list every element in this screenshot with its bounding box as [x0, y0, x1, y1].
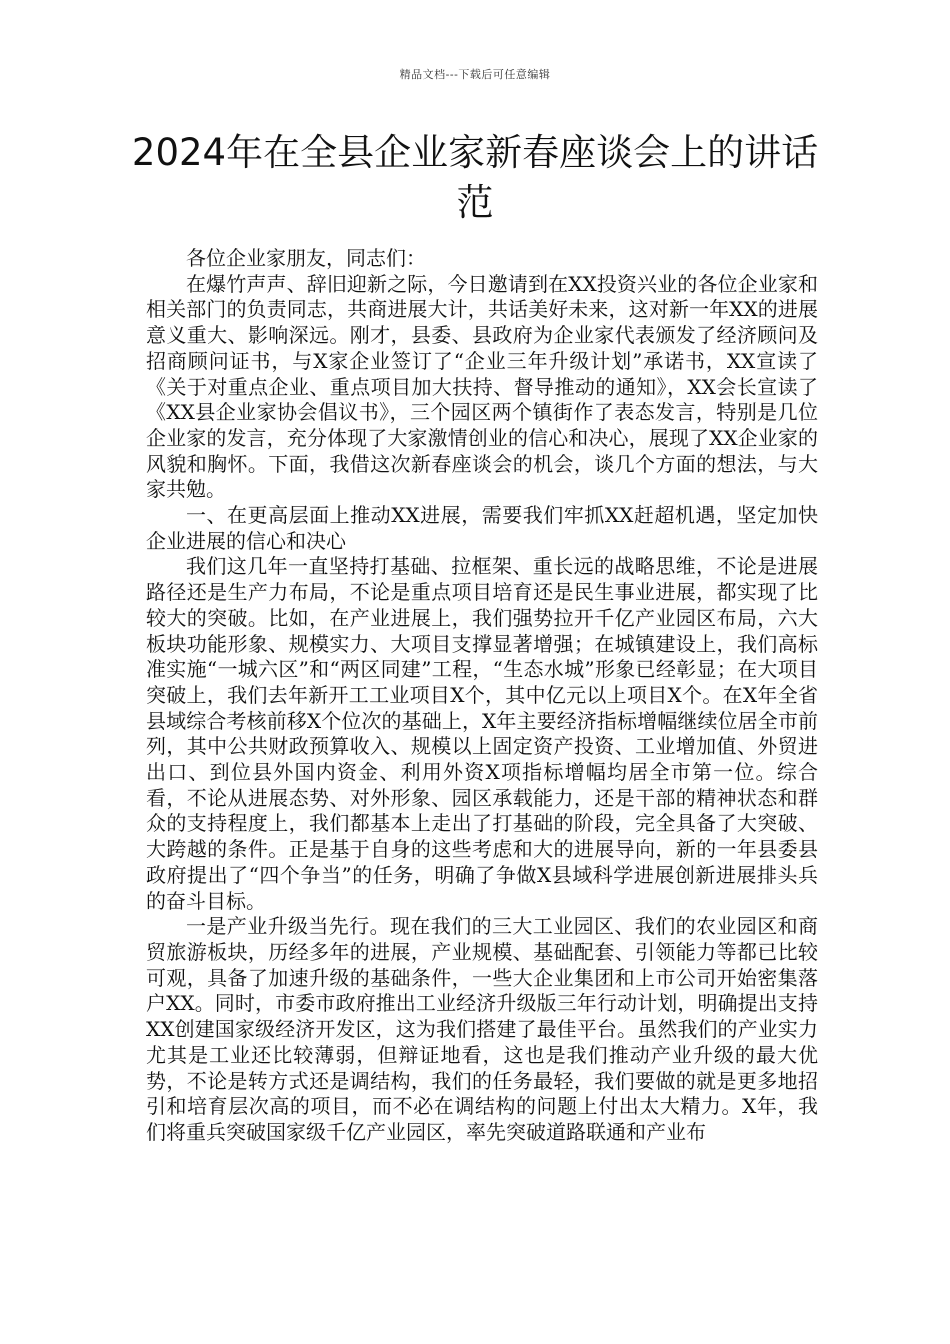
document-body: [146, 246, 818, 1146]
section-heading-paragraph: 一、在更高层面上推动XX进展，需要我们牢抓XX赶超机遇，坚定加快企业进展的信心和决心: [146, 503, 818, 553]
body-paragraph: 我们这几年一直坚持打基础、拉框架、重长远的战略思维，不论是进展路径还是生产力布局，不论是重点项目培育还是民生事业进展，都实现了比较大的突破。比如，在产业进展上，我们强势拉开千亿产业园区布局，六大板块功能形象、规模实力、大项目支撑显著增强；在城镇建设上，我们高标准实施“一城六区”和“两区同建”工程，“生态水城”形象已经彰显；在大项目突破上，我们去年新开工工业项目X个，其中亿元以上项目X个。在X年全省县域综合考核前移X个位次的基础上，X年主要经济指标增幅继续位居全市前列，其中公共财政预算收入、规模以上固定资产投资、工业增加值、外贸进出口、到位县外国内资金、利用外资X项指标增幅均居全市第一位。综合看，不论从进展态势、对外形象、园区承载能力，还是干部的精神状态和群众的支持程度上，我们都基本上走出了打基础的阶段，完全具备了大突破、大跨越的条件。正是基于自身的这些考虑和大的进展导向，新的一年县委县政府提出了“四个争当”的任务，明确了争做X县域科学进展创新进展排头兵的奋斗目标。: [146, 554, 818, 913]
document-title: 2024年在全县企业家新春座谈会上的讲话范: [131, 131, 819, 224]
salutation-paragraph: 各位企业家朋友，同志们：: [186, 246, 426, 270]
body-paragraph: 一是产业升级当先行。现在我们的三大工业园区、我们的农业园区和商贸旅游板块，历经多年的进展，产业规模、基础配套、引领能力等都已比较可观，具备了加速升级的基础条件，一些大企业集团和上市公司开始密集落户XX。同时，市委市政府推出工业经济升级版三年行动计划，明确提出支持XX创建国家级经济开发区，这为我们搭建了最佳平台。虽然我们的产业实力尤其是工业还比较薄弱，但辩证地看，这也是我们推动产业升级的最大优势，不论是转方式还是调结构，我们的任务最轻，我们要做的就是更多地招引和培育层次高的项目，而不必在调结构的问题上付出太大精力。X年，我们将重兵突破国家级千亿产业园区，率先突破道路联通和产业布: [146, 914, 818, 1144]
header-note: 精品文档---下载后可任意编辑: [399, 68, 551, 81]
body-paragraph: 在爆竹声声、辞旧迎新之际，今日邀请到在XX投资兴业的各位企业家和相关部门的负责同志，共商进展大计，共话美好未来，这对新一年XX的进展意义重大、影响深远。刚才，县委、县政府为企业家代表颁发了经济顾问及招商顾问证书，与X家企业签订了“企业三年升级计划”承诺书，XX宣读了《关于对重点企业、重点项目加大扶持、督导推动的通知》，XX会长宣读了《XX县企业家协会倡议书》，三个园区两个镇街作了表态发言，特别是几位企业家的发言，充分体现了大家激情创业的信心和决心，展现了XX企业家的风貌和胸怀。下面，我借这次新春座谈会的机会，谈几个方面的想法，与大家共勉。: [146, 271, 818, 502]
